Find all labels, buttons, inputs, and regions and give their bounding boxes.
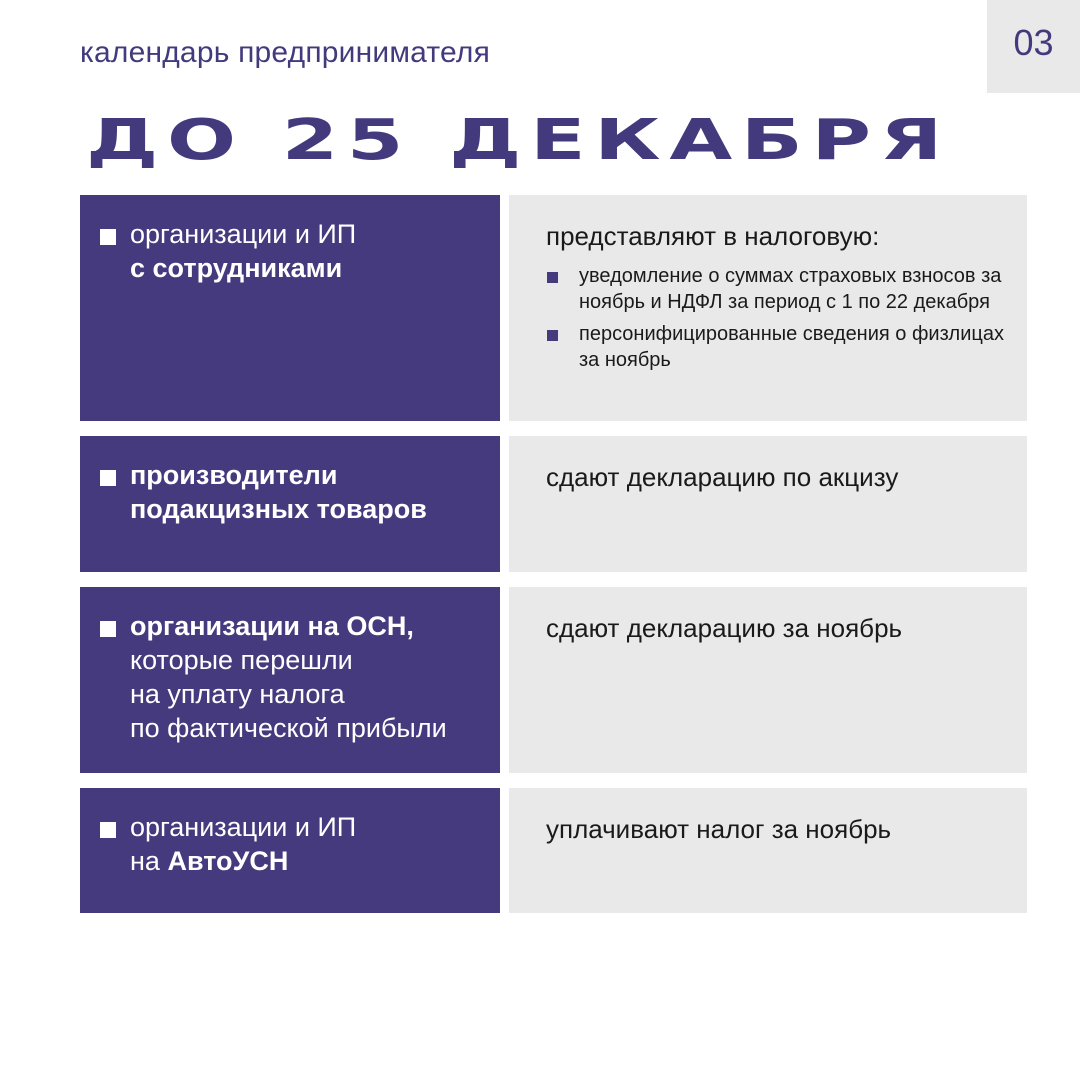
bullet-square-icon	[100, 621, 116, 637]
audience-cell	[80, 195, 500, 421]
page-number-box	[987, 0, 1080, 93]
obligation-cell	[509, 195, 1027, 421]
obligation-cell	[509, 436, 1027, 572]
list-item	[546, 263, 1007, 315]
obligation-text: сдают декларацию за ноябрь	[546, 613, 903, 643]
audience-line: на уплату налога	[130, 679, 345, 709]
audience-line: по фактической прибыли	[130, 713, 447, 743]
audience-line: которые перешли	[130, 645, 353, 675]
audience-cell	[80, 436, 500, 572]
audience-line: организации и ИП	[130, 812, 357, 842]
audience-cell	[80, 788, 500, 913]
calendar-row	[80, 195, 1027, 421]
audience-line-bold: с сотрудниками	[130, 253, 343, 283]
audience-line-bold: АвтоУСН	[167, 846, 289, 876]
obligation-text: представляют в налоговую:	[546, 221, 880, 251]
calendar-row	[80, 788, 1027, 913]
list-item-text: персонифицированные сведения о физлицах за ноябрь	[579, 323, 1004, 371]
bullet-square-icon	[100, 229, 116, 245]
audience-line-bold: организации на ОСН,	[130, 611, 414, 641]
audience-cell	[80, 587, 500, 773]
bullet-square-icon	[547, 272, 558, 283]
obligation-cell	[509, 587, 1027, 773]
obligation-text: уплачивают налог за ноябрь	[546, 814, 892, 844]
audience-line-bold: подакцизных товаров	[130, 494, 427, 524]
calendar-row	[80, 436, 1027, 572]
bullet-square-icon	[100, 470, 116, 486]
page-subtitle: календарь предпринимателя	[80, 36, 491, 69]
calendar-row	[80, 587, 1027, 773]
list-item	[546, 321, 1007, 373]
page-title: ДО 25 ДЕКАБРЯ	[86, 108, 951, 173]
obligation-list	[546, 263, 1007, 373]
audience-line: организации и ИП	[130, 219, 357, 249]
bullet-square-icon	[547, 330, 558, 341]
obligation-cell	[509, 788, 1027, 913]
bullet-square-icon	[100, 822, 116, 838]
page-number: 03	[1013, 21, 1054, 63]
list-item-text: уведомление о суммах страховых взносов за ноябрь и НДФЛ за период с 1 по 22 декабря	[579, 265, 1002, 313]
audience-prefix: на	[130, 846, 160, 876]
audience-line	[130, 844, 480, 878]
audience-line-bold: производители	[130, 460, 338, 490]
obligation-text: сдают декларацию по акцизу	[546, 462, 899, 492]
